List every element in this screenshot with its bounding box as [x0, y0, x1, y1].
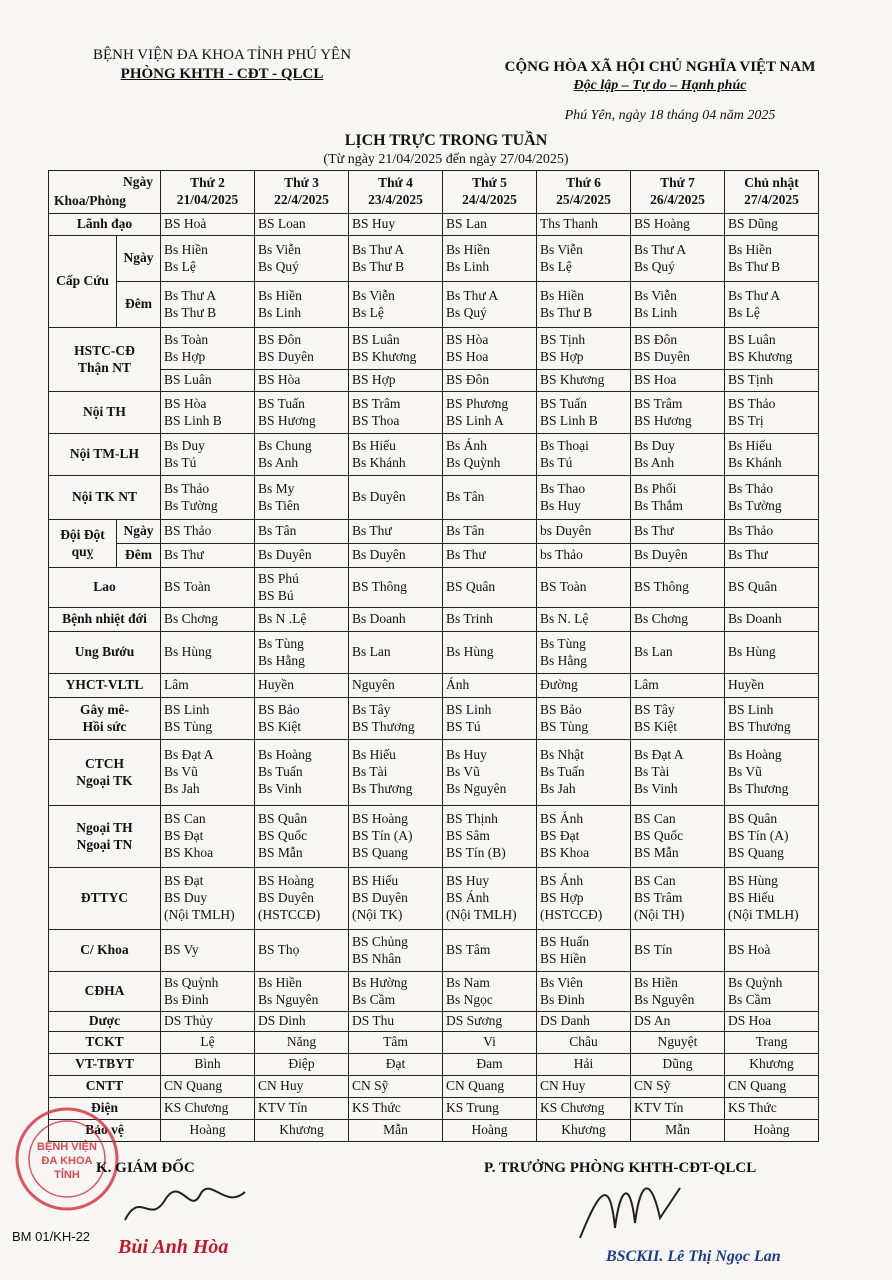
- duty-cell: Bs Thư A Bs Lệ: [725, 282, 819, 328]
- duty-cell: BS Ánh BS Đạt BS Khoa: [537, 806, 631, 868]
- duty-cell: BS Huy BS Ánh (Nội TMLH): [443, 868, 537, 930]
- table-row: [49, 1032, 819, 1054]
- page-title: LỊCH TRỰC TRONG TUẦN: [344, 132, 548, 149]
- duty-cell: Bs Trinh: [443, 608, 537, 632]
- duty-cell: Bs Duy Bs Tú: [161, 434, 255, 476]
- duty-cell: BS Thông: [349, 568, 443, 608]
- table-row: [49, 806, 819, 868]
- duty-cell: Bs Thư: [161, 544, 255, 568]
- duty-cell: Bs Thảo: [725, 520, 819, 544]
- duty-cell: Bs Chơng: [631, 608, 725, 632]
- duty-cell: Bs Chung Bs Anh: [255, 434, 349, 476]
- shift-cell: Đêm: [117, 282, 161, 328]
- duty-cell: DS An: [631, 1012, 725, 1032]
- duty-cell: Bs Hiền Bs Nguyên: [631, 972, 725, 1012]
- duty-cell: Bs Tây BS Thương: [349, 698, 443, 740]
- header-right: [470, 58, 850, 94]
- department-cell: Dược: [49, 1012, 161, 1032]
- duty-cell: Bs Đạt A Bs Tài Bs Vinh: [631, 740, 725, 806]
- department-cell: Lãnh đạo: [49, 214, 161, 236]
- duty-cell: CN Sỹ: [349, 1076, 443, 1098]
- duty-cell: BS Linh BS Tú: [443, 698, 537, 740]
- duty-cell: Ths Thanh: [537, 214, 631, 236]
- duty-cell: Bs Hoàng Bs Vũ Bs Thương: [725, 740, 819, 806]
- duty-cell: Bs Nam Bs Ngọc: [443, 972, 537, 1012]
- duty-cell: BS Tịnh BS Hợp: [537, 328, 631, 370]
- duty-cell: Bs Tân: [443, 476, 537, 520]
- department-name: PHÒNG KHTH - CĐT - QLCL: [120, 65, 324, 82]
- duty-cell: Tâm: [349, 1032, 443, 1054]
- duty-cell: Bình: [161, 1054, 255, 1076]
- duty-cell: BS Phú BS Bú: [255, 568, 349, 608]
- department-cell: HSTC-CĐ Thận NT: [49, 328, 161, 392]
- duty-cell: Hoàng: [443, 1120, 537, 1142]
- duty-cell: BS Linh BS Thương: [725, 698, 819, 740]
- duty-cell: BS Thọ: [255, 930, 349, 972]
- table-row: [49, 434, 819, 476]
- table-header-row: [49, 171, 819, 214]
- table-row: [49, 632, 819, 674]
- table-row: [49, 568, 819, 608]
- table-row: [49, 608, 819, 632]
- duty-cell: Bs My Bs Tiên: [255, 476, 349, 520]
- day-header: Chủ nhật 27/4/2025: [725, 171, 819, 214]
- department-cell: Điện: [49, 1098, 161, 1120]
- table-row: [49, 740, 819, 806]
- duty-cell: Bs Đạt A Bs Vũ Bs Jah: [161, 740, 255, 806]
- duty-cell: BS Quân: [443, 568, 537, 608]
- duty-cell: Bs Quỳnh Bs Đinh: [161, 972, 255, 1012]
- duty-cell: Đam: [443, 1054, 537, 1076]
- duty-cell: BS Dũng: [725, 214, 819, 236]
- duty-cell: Bs Lan: [349, 632, 443, 674]
- signature-scribble-left-icon: [120, 1180, 250, 1230]
- table-row: [49, 392, 819, 434]
- duty-cell: Lệ: [161, 1032, 255, 1054]
- department-cell: Gây mê- Hồi sức: [49, 698, 161, 740]
- department-cell: Lao: [49, 568, 161, 608]
- duty-cell: BS Hiếu BS Duyên (Nội TK): [349, 868, 443, 930]
- duty-cell: Nguyên: [349, 674, 443, 698]
- duty-cell: Huyền: [725, 674, 819, 698]
- duty-cell: Bs Tân: [255, 520, 349, 544]
- duty-cell: Bs Thư A Bs Quý: [443, 282, 537, 328]
- duty-cell: Bs Duyên: [349, 476, 443, 520]
- department-cell: Bảo vệ: [49, 1120, 161, 1142]
- duty-cell: Bs Nhật Bs Tuấn Bs Jah: [537, 740, 631, 806]
- duty-cell: Bs Hiếu Bs Tài Bs Thương: [349, 740, 443, 806]
- duty-cell: Bs Hường Bs Cầm: [349, 972, 443, 1012]
- duty-cell: Bs Duyên: [255, 544, 349, 568]
- table-row: [49, 1054, 819, 1076]
- hospital-name: BỆNH VIỆN ĐA KHOA TỈNH PHÚ YÊN: [92, 47, 352, 63]
- duty-cell: Lâm: [631, 674, 725, 698]
- duty-cell: bs Duyên: [537, 520, 631, 544]
- duty-cell: BS Hoàng: [631, 214, 725, 236]
- duty-cell: DS Thủy: [161, 1012, 255, 1032]
- duty-cell: BS Bảo BS Tùng: [537, 698, 631, 740]
- duty-cell: Lâm: [161, 674, 255, 698]
- shift-cell: Đêm: [117, 544, 161, 568]
- duty-cell: BS Thông: [631, 568, 725, 608]
- duty-cell: KTV Tín: [631, 1098, 725, 1120]
- duty-cell: KS Chương: [537, 1098, 631, 1120]
- duty-cell: Bs Thư A Bs Thư B: [349, 236, 443, 282]
- duty-cell: DS Thu: [349, 1012, 443, 1032]
- duty-cell: Bs N .Lệ: [255, 608, 349, 632]
- department-cell: Nội TK NT: [49, 476, 161, 520]
- duty-cell: BS Bảo BS Kiệt: [255, 698, 349, 740]
- table-row: [49, 214, 819, 236]
- department-cell: TCKT: [49, 1032, 161, 1054]
- duty-cell: BS Tín: [631, 930, 725, 972]
- table-row: [49, 282, 819, 328]
- duty-cell: Bs Thao Bs Huy: [537, 476, 631, 520]
- day-header: Thứ 5 24/4/2025: [443, 171, 537, 214]
- duty-cell: Vi: [443, 1032, 537, 1054]
- duty-cell: Bs Thư: [349, 520, 443, 544]
- duty-cell: BS Trâm BS Hương: [631, 392, 725, 434]
- svg-text:ĐA KHOA: ĐA KHOA: [41, 1155, 93, 1167]
- duty-cell: BS Hoàng BS Duyên (HSTCCĐ): [255, 868, 349, 930]
- svg-text:BỆNH VIỆN: BỆNH VIỆN: [37, 1141, 97, 1153]
- right-signature-title: P. TRƯỞNG PHÒNG KHTH-CĐT-QLCL: [484, 1160, 757, 1176]
- duty-cell: BS Tuấn BS Hương: [255, 392, 349, 434]
- duty-cell: BS Luân BS Khương: [725, 328, 819, 370]
- duty-cell: Bs Tùng Bs Hằng: [537, 632, 631, 674]
- svg-text:TỈNH: TỈNH: [54, 1169, 80, 1181]
- duty-cell: BS Hoà: [725, 930, 819, 972]
- duty-cell: BS Thịnh BS Sâm BS Tín (B): [443, 806, 537, 868]
- duty-cell: BS Đôn: [443, 370, 537, 392]
- department-cell: C/ Khoa: [49, 930, 161, 972]
- duty-cell: Bs Thư A Bs Quý: [631, 236, 725, 282]
- duty-cell: Bs Doanh: [349, 608, 443, 632]
- duty-cell: BS Vy: [161, 930, 255, 972]
- duty-cell: Bs Duyên: [631, 544, 725, 568]
- duty-cell: Bs Hiền Bs Linh: [443, 236, 537, 282]
- duty-cell: Bs Viễn Bs Quý: [255, 236, 349, 282]
- department-cell: ĐTTYC: [49, 868, 161, 930]
- duty-cell: Nguyệt: [631, 1032, 725, 1054]
- duty-cell: Bs Phối Bs Thắm: [631, 476, 725, 520]
- department-cell: Cấp Cứu: [49, 236, 117, 328]
- department-cell: Đội Đột quỵ: [49, 520, 117, 568]
- duty-cell: Khương: [537, 1120, 631, 1142]
- duty-cell: Mẫn: [349, 1120, 443, 1142]
- duty-cell: BS Huy: [349, 214, 443, 236]
- form-code: BM 01/KH-22: [12, 1229, 91, 1244]
- duty-cell: Bs Hùng: [161, 632, 255, 674]
- duty-cell: BS Trâm BS Thoa: [349, 392, 443, 434]
- duty-cell: Điệp: [255, 1054, 349, 1076]
- day-header: Thứ 6 25/4/2025: [537, 171, 631, 214]
- duty-cell: Bs Thư A Bs Thư B: [161, 282, 255, 328]
- duty-cell: BS Thảo: [161, 520, 255, 544]
- duty-cell: Bs Thư: [725, 544, 819, 568]
- day-header: Thứ 2 21/04/2025: [161, 171, 255, 214]
- duty-cell: BS Luân: [161, 370, 255, 392]
- day-header: Thứ 4 23/4/2025: [349, 171, 443, 214]
- duty-cell: BS Can BS Trâm (Nội TH): [631, 868, 725, 930]
- duty-cell: Bs Hiền Bs Thư B: [537, 282, 631, 328]
- department-cell: CĐHA: [49, 972, 161, 1012]
- duty-cell: Bs Quỳnh Bs Cầm: [725, 972, 819, 1012]
- duty-cell: Hải: [537, 1054, 631, 1076]
- duty-cell: Khương: [255, 1120, 349, 1142]
- duty-cell: Bs Viễn Bs Lệ: [349, 282, 443, 328]
- duty-cell: Năng: [255, 1032, 349, 1054]
- duty-cell: BS Can BS Đạt BS Khoa: [161, 806, 255, 868]
- department-cell: Bệnh nhiệt đới: [49, 608, 161, 632]
- duty-cell: Bs Hiền Bs Thư B: [725, 236, 819, 282]
- shift-cell: Ngày: [117, 236, 161, 282]
- duty-cell: KS Thức: [725, 1098, 819, 1120]
- table-row: [49, 520, 819, 544]
- duty-cell: CN Quang: [443, 1076, 537, 1098]
- department-cell: Nội TM-LH: [49, 434, 161, 476]
- duty-cell: Bs Huy Bs Vũ Bs Nguyên: [443, 740, 537, 806]
- table-row: [49, 674, 819, 698]
- hospital-seal-icon: [12, 1104, 122, 1214]
- duty-cell: DS Hoa: [725, 1012, 819, 1032]
- duty-cell: Bs Hiền Bs Linh: [255, 282, 349, 328]
- duty-cell: KTV Tín: [255, 1098, 349, 1120]
- duty-cell: BS Khương: [537, 370, 631, 392]
- duty-cell: BS Luân BS Khương: [349, 328, 443, 370]
- duty-cell: CN Sỹ: [631, 1076, 725, 1098]
- table-row: [49, 698, 819, 740]
- duty-cell: Bs Thảo Bs Tường: [161, 476, 255, 520]
- duty-cell: DS Danh: [537, 1012, 631, 1032]
- duty-cell: BS Tuấn BS Linh B: [537, 392, 631, 434]
- duty-cell: Bs Thư: [631, 520, 725, 544]
- duty-cell: BS Quân BS Quốc BS Mẫn: [255, 806, 349, 868]
- signature-scribble-right-icon: [570, 1168, 690, 1248]
- duty-cell: Bs Thư: [443, 544, 537, 568]
- duty-cell: BS Tây BS Kiệt: [631, 698, 725, 740]
- day-header: Thứ 3 22/4/2025: [255, 171, 349, 214]
- department-cell: Nội TH: [49, 392, 161, 434]
- table-row: [49, 972, 819, 1012]
- table-row: [49, 544, 819, 568]
- duty-cell: Bs Viên Bs Đinh: [537, 972, 631, 1012]
- duty-cell: BS Can BS Quốc BS Mẫn: [631, 806, 725, 868]
- duty-cell: Bs Hiếu Bs Khánh: [725, 434, 819, 476]
- duty-cell: BS Đôn BS Duyên: [255, 328, 349, 370]
- duty-cell: BS Tâm: [443, 930, 537, 972]
- duty-cell: Ánh: [443, 674, 537, 698]
- duty-cell: Bs Hùng: [725, 632, 819, 674]
- duty-cell: Châu: [537, 1032, 631, 1054]
- table-row: [49, 476, 819, 520]
- department-cell: CTCH Ngoại TK: [49, 740, 161, 806]
- duty-cell: BS Toàn: [161, 568, 255, 608]
- duty-cell: bs Thảo: [537, 544, 631, 568]
- table-row: [49, 1098, 819, 1120]
- duty-cell: BS Hoà: [161, 214, 255, 236]
- duty-cell: BS Hòa BS Hoa: [443, 328, 537, 370]
- duty-cell: Bs Chơng: [161, 608, 255, 632]
- duty-cell: BS Hùng BS Hiếu (Nội TMLH): [725, 868, 819, 930]
- duty-cell: Hoàng: [161, 1120, 255, 1142]
- duty-cell: BS Tịnh: [725, 370, 819, 392]
- department-cell: CNTT: [49, 1076, 161, 1098]
- right-signer-name: BSCKII. Lê Thị Ngọc Lan: [606, 1248, 781, 1265]
- duty-cell: BS Quân BS Tín (A) BS Quang: [725, 806, 819, 868]
- table-row: [49, 930, 819, 972]
- table-row: [49, 868, 819, 930]
- table-row: [49, 370, 819, 392]
- table-row: [49, 1076, 819, 1098]
- duty-cell: BS Toàn: [537, 568, 631, 608]
- duty-cell: Bs Tân: [443, 520, 537, 544]
- duty-cell: BS Linh BS Tùng: [161, 698, 255, 740]
- duty-cell: BS Thảo BS Trị: [725, 392, 819, 434]
- duty-cell: Trang: [725, 1032, 819, 1054]
- duty-cell: Bs Viễn Bs Lệ: [537, 236, 631, 282]
- duty-cell: Bs Lan: [631, 632, 725, 674]
- duty-cell: BS Hoa: [631, 370, 725, 392]
- duty-cell: BS Hòa: [255, 370, 349, 392]
- duty-cell: Bs Toàn Bs Hợp: [161, 328, 255, 370]
- duty-cell: Khương: [725, 1054, 819, 1076]
- duty-cell: Bs Doanh: [725, 608, 819, 632]
- table-row: [49, 1120, 819, 1142]
- corner-dept-label: Khoa/Phòng: [54, 193, 127, 209]
- department-cell: Ung Bướu: [49, 632, 161, 674]
- duty-cell: DS Sương: [443, 1012, 537, 1032]
- duty-cell: Dũng: [631, 1054, 725, 1076]
- duty-cell: CN Quang: [161, 1076, 255, 1098]
- duty-cell: Bs Hiếu Bs Khánh: [349, 434, 443, 476]
- duty-cell: Bs Thoại Bs Tú: [537, 434, 631, 476]
- duty-schedule-table: [48, 170, 819, 1142]
- duty-cell: BS Đạt BS Duy (Nội TMLH): [161, 868, 255, 930]
- duty-cell: Bs Hiền Bs Nguyên: [255, 972, 349, 1012]
- duty-cell: Đường: [537, 674, 631, 698]
- table-row: [49, 236, 819, 282]
- duty-cell: Bs Ánh Bs Quỳnh: [443, 434, 537, 476]
- duty-cell: Đạt: [349, 1054, 443, 1076]
- duty-cell: Bs N. Lệ: [537, 608, 631, 632]
- duty-cell: BS Hòa BS Linh B: [161, 392, 255, 434]
- corner-cell: [49, 171, 161, 214]
- duty-cell: KS Chương: [161, 1098, 255, 1120]
- table-row: [49, 328, 819, 370]
- duty-cell: BS Hoàng BS Tín (A) BS Quang: [349, 806, 443, 868]
- duty-cell: Hoàng: [725, 1120, 819, 1142]
- duty-cell: Bs Viễn Bs Linh: [631, 282, 725, 328]
- duty-cell: Bs Hiền Bs Lệ: [161, 236, 255, 282]
- duty-cell: CN Huy: [537, 1076, 631, 1098]
- duty-cell: BS Hợp: [349, 370, 443, 392]
- corner-day-label: Ngày: [123, 174, 153, 189]
- duty-cell: BS Ánh BS Hợp (HSTCCĐ): [537, 868, 631, 930]
- department-cell: YHCT-VLTL: [49, 674, 161, 698]
- national-title: CỘNG HÒA XÃ HỘI CHỦ NGHĨA VIỆT NAM: [504, 59, 816, 75]
- duty-cell: Bs Thảo Bs Tường: [725, 476, 819, 520]
- duty-cell: Bs Tùng Bs Hằng: [255, 632, 349, 674]
- day-header: Thứ 7 26/4/2025: [631, 171, 725, 214]
- duty-cell: BS Loan: [255, 214, 349, 236]
- duty-cell: CN Huy: [255, 1076, 349, 1098]
- duty-cell: KS Thức: [349, 1098, 443, 1120]
- duty-cell: Mẫn: [631, 1120, 725, 1142]
- table-row: [49, 1012, 819, 1032]
- duty-cell: CN Quang: [725, 1076, 819, 1098]
- duty-cell: Bs Duyên: [349, 544, 443, 568]
- duty-cell: BS Đôn BS Duyên: [631, 328, 725, 370]
- left-signature-title: K. GIÁM ĐỐC: [96, 1160, 195, 1176]
- duty-cell: BS Lan: [443, 214, 537, 236]
- duty-cell: Bs Hoàng Bs Tuấn Bs Vinh: [255, 740, 349, 806]
- duty-cell: BS Quân: [725, 568, 819, 608]
- document-date: Phú Yên, ngày 18 tháng 04 năm 2025: [564, 108, 776, 123]
- national-motto: Độc lập – Tự do – Hạnh phúc: [573, 77, 747, 93]
- duty-cell: Huyền: [255, 674, 349, 698]
- duty-cell: BS Chủng BS Nhân: [349, 930, 443, 972]
- page-subtitle: (Từ ngày 21/04/2025 đến ngày 27/04/2025): [323, 152, 569, 167]
- duty-cell: Bs Hùng: [443, 632, 537, 674]
- duty-cell: Bs Duy Bs Anh: [631, 434, 725, 476]
- shift-cell: Ngày: [117, 520, 161, 544]
- duty-cell: DS Dinh: [255, 1012, 349, 1032]
- duty-cell: BS Phương BS Linh A: [443, 392, 537, 434]
- duty-cell: KS Trung: [443, 1098, 537, 1120]
- duty-cell: BS Huấn BS Hiền: [537, 930, 631, 972]
- department-cell: VT-TBYT: [49, 1054, 161, 1076]
- header-left: [52, 46, 392, 84]
- left-signer-name: Bùi Anh Hòa: [118, 1236, 229, 1258]
- department-cell: Ngoại TH Ngoại TN: [49, 806, 161, 868]
